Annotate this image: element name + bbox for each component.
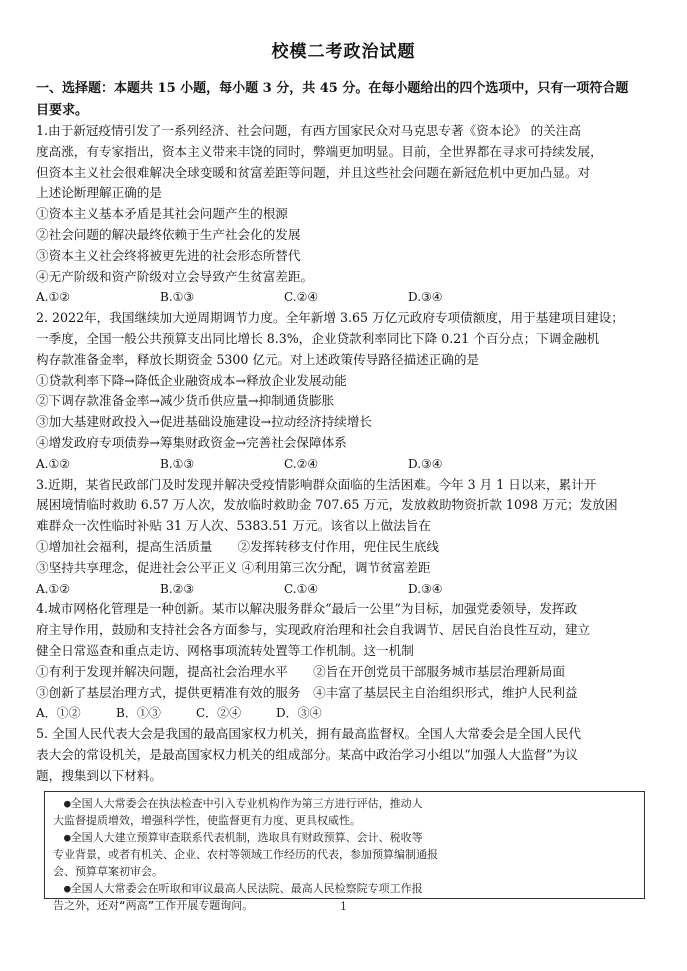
option-d[interactable]: D.③④	[408, 456, 443, 471]
statement-line: ③加大基建财政投入→促进基础设施建设→拉动经济持续增长	[36, 414, 372, 430]
question-text-line: 展困境情临时救助 6.57 万人次，发放临时救助金 707.65 万元，发放救助物资折款 1098 万元；发放困	[36, 497, 618, 513]
material-box	[44, 791, 645, 912]
question-text-line: 上述论断理解正确的是	[36, 185, 162, 201]
option-b[interactable]: B.②③	[160, 581, 195, 596]
option-c[interactable]: C.②④	[284, 456, 319, 471]
question-text-line: 一季度，全国一般公共预算支出同比增长 8.3%，企业贷款利率同比下降 0.21 个百分点；下调金融机	[36, 330, 600, 346]
question-1	[36, 121, 656, 308]
question-text-line: 度高涨，有专家指出，资本主义带来丰饶的同时，弊端更加明显。目前，全世界都在寻求可持续发展，	[36, 143, 603, 159]
statement-line: ①有利于发现并解决问题，提高社会治理水平 ②旨在开创党员干部服务城市基层治理新局面	[36, 663, 565, 679]
questions-area	[36, 121, 656, 787]
option-a[interactable]: A．①②	[36, 706, 81, 721]
question-text-line: 难群众一次性临时补贴 31 万人次、5383.51 万元。该省以上做法旨在	[36, 518, 431, 534]
question-text-line: 但资本主义社会很难解决全球变暖和贫富差距等问题，并且这些社会问题在新冠危机中更加凸显。对	[36, 164, 591, 180]
option-a[interactable]: A.①②	[36, 290, 70, 305]
material-line: 专业背景，或者有机关、企业、农村等领域工作经历的代表，参加预算编制通报	[53, 848, 438, 861]
option-c[interactable]: C.②④	[284, 290, 319, 305]
answer-options	[36, 703, 656, 724]
question-2	[36, 308, 656, 474]
question-text-line: 健全日常巡查和重点走访、网格事项流转处置等工作机制。这一机制	[36, 642, 414, 658]
statement-line: ③创新了基层治理方式，提供更精准有效的服务 ④丰富了基层民主自治组织形式，维护人民利益	[36, 684, 578, 700]
question-text-line: 3.近期，某省民政部门及时发现并解决受疫情影响群众面临的生活困难。今年 3 月 1 日以来，累计开	[36, 476, 597, 492]
statement-line: ③坚持共享理念，促进社会公平正义 ④利用第三次分配，调节贫富差距	[36, 559, 431, 575]
question-4	[36, 599, 656, 724]
statement-line: ①增加社会福利，提高生活质量 ②发挥转移支付作用，兜住民生底线	[36, 538, 439, 554]
option-b[interactable]: B.①③	[160, 290, 195, 305]
question-text-line: 5. 全国人民代表大会是我国的最高国家权力机关，拥有最高监督权。全国人大常委会是全国人民代	[36, 726, 581, 742]
question-text-line: 题，搜集到以下材料。	[36, 767, 162, 783]
section-heading-line: 一、选择题：本题共 15 小题，每小题 3 分，共 45 分。在每小题给出的四个选项中，只有一项符合题	[36, 81, 629, 96]
statement-line: ②下调存款准备金率→减少货币供应量→抑制通货膨胀	[36, 393, 335, 409]
question-text-line: 府主导作用，鼓励和支持社会各方面参与，实现政府治理和社会自我调节、居民自治良性互动，建立	[36, 622, 591, 638]
option-b[interactable]: B．①③	[116, 706, 161, 721]
material-line: ●全国人大常委会在听取和审议最高人民法院、最高人民检察院专项工作报	[53, 882, 423, 895]
question-text-line: 4.城市网格化管理是一种创新。某市以解决服务群众“最后一公里”为目标，加强党委领导，发挥政	[36, 601, 578, 617]
page-number: 1	[340, 900, 347, 913]
option-d[interactable]: D．③④	[276, 706, 322, 721]
statement-line: ③资本主义社会终将被更先进的社会形态所替代	[36, 247, 301, 263]
material-line: ●全国人大常委会在执法检查中引入专业机构作为第三方进行评估，推动人	[53, 797, 423, 810]
material-line: 告之外，还对“两高”工作开展专题询问。	[53, 899, 254, 912]
material-line: 会、预算草案初审会。	[53, 865, 163, 878]
option-d[interactable]: D.③④	[408, 581, 443, 596]
question-text-line: 构存款准备金率，释放长期资金 5300 亿元。对上述政策传导路径描述正确的是	[36, 351, 480, 367]
option-a[interactable]: A.①②	[36, 456, 70, 471]
question-text-line: 1.由于新冠疫情引发了一系列经济、社会问题，有西方国家民众对马克思专著《资本论》 的关注高	[36, 123, 581, 138]
statement-line: ①资本主义基本矛盾是其社会问题产生的根源	[36, 206, 288, 222]
statement-line: ②社会问题的解决最终依赖于生产社会化的发展	[36, 226, 301, 242]
answer-options	[36, 287, 656, 308]
section-heading-line: 目要求。	[36, 103, 89, 118]
question-3	[36, 475, 656, 600]
option-c[interactable]: C．②④	[196, 706, 242, 721]
page-title: 校模二考政治试题	[271, 42, 416, 62]
option-a[interactable]: A.①②	[36, 581, 70, 596]
option-b[interactable]: B.①③	[160, 456, 195, 471]
statement-line: ④无产阶级和资产阶级对立会导致产生贫富差距。	[36, 268, 314, 284]
question-5	[36, 724, 656, 786]
statement-line: ①贷款利率下降→降低企业融资成本→释放企业发展动能	[36, 372, 347, 388]
option-c[interactable]: C.①④	[284, 581, 319, 596]
section-heading	[36, 78, 656, 122]
answer-options	[36, 454, 656, 475]
option-d[interactable]: D.③④	[408, 290, 443, 305]
answer-options	[36, 579, 656, 600]
question-text-line: 表大会的常设机关，是最高国家权力机关的组成部分。某高中政治学习小组以“加强人大监督”为议	[36, 746, 578, 762]
material-line: 大监督提质增效，增强科学性，使监督更有力度、更具权威性。	[53, 814, 361, 827]
material-line: ●全国人大建立预算审查联系代表机制，选取具有财政预算、会计、税收等	[53, 831, 423, 844]
statement-line: ④增发政府专项债券→筹集财政资金→完善社会保障体系	[36, 434, 347, 450]
question-text-line: 2. 2022年，我国继续加大逆周期调节力度。全年新增 3.65 万亿元政府专项债额度，用于基建项目建设；	[36, 310, 624, 326]
